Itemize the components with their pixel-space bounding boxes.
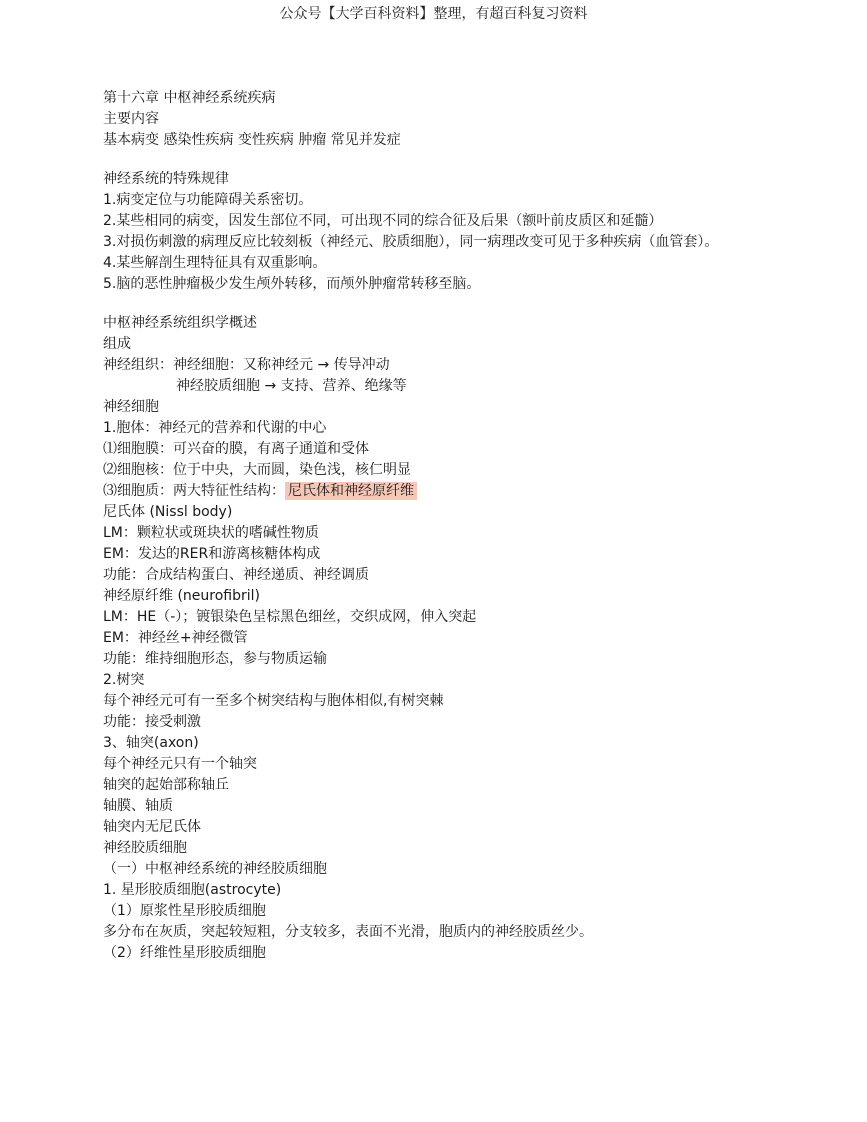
rule-item: 4.某些解剖生理特征具有双重影响。 [103, 255, 327, 271]
spacer [103, 151, 743, 169]
neuron-item: ⑴细胞膜：可兴奋的膜，有离子通道和受体 [103, 441, 369, 457]
tissue-line: 神经组织：神经细胞：又称神经元 → 传导冲动 [103, 357, 390, 373]
cytoplasm-prefix: ⑶细胞质：两大特征性结构： [103, 483, 285, 499]
neuron-item: 1.胞体：神经元的营养和代谢的中心 [103, 420, 327, 436]
rule-item: 2.某些相同的病变，因发生部位不同，可出现不同的综合征及后果（额叶前皮质区和延髓） [103, 213, 663, 229]
document-body [103, 88, 743, 964]
axon-item: 轴突的起始部称轴丘 [103, 777, 229, 793]
nissl-item: LM：颗粒状或斑块状的嗜碱性物质 [103, 525, 319, 541]
nissl-item: 功能：合成结构蛋白、神经递质、神经调质 [103, 567, 369, 583]
neuron-item: ⑵细胞核：位于中央，大而圆，染色浅，核仁明显 [103, 462, 411, 478]
main-content-items: 基本病变 感染性疾病 变性疾病 肿瘤 常见并发症 [103, 132, 401, 148]
neuron-label: 神经细胞 [103, 399, 159, 415]
astrocyte-item: （2）纤维性星形胶质细胞 [103, 945, 266, 961]
astrocyte-item: （1）原浆性星形胶质细胞 [103, 903, 266, 919]
dendrite-item: 每个神经元可有一至多个树突结构与胞体相似,有树突棘 [103, 693, 444, 709]
neurofibril-title: 神经原纤维 (neurofibril) [103, 588, 260, 604]
dendrite-title: 2.树突 [103, 672, 145, 688]
glia-title: 神经胶质细胞 [103, 840, 187, 856]
highlighted-text: 尼氏体和神经原纤维 [285, 482, 417, 500]
histology-title: 中枢神经系统组织学概述 [103, 315, 257, 331]
axon-item: 每个神经元只有一个轴突 [103, 756, 257, 772]
spacer [103, 295, 743, 313]
special-rules-title: 神经系统的特殊规律 [103, 171, 229, 187]
neurofibril-item: EM：神经丝+神经微管 [103, 630, 248, 646]
tissue-line: 神经胶质细胞 → 支持、营养、绝缘等 [176, 378, 407, 394]
chapter-title: 第十六章 中枢神经系统疾病 [103, 90, 276, 106]
dendrite-item: 功能：接受刺激 [103, 714, 201, 730]
composition-label: 组成 [103, 336, 131, 352]
page-header: 公众号【大学百科资料】整理，有超百科复习资料 [279, 6, 588, 22]
rule-item: 3.对损伤刺激的病理反应比较刻板（神经元、胶质细胞），同一病理改变可见于多种疾病（血管套）。 [103, 234, 719, 250]
rule-item: 1.病变定位与功能障碍关系密切。 [103, 192, 313, 208]
astrocyte-title: 1. 星形胶质细胞(astrocyte) [103, 882, 282, 898]
neurofibril-item: 功能：维持细胞形态，参与物质运输 [103, 651, 327, 667]
neurofibril-item: LM：HE（-）；镀银染色呈棕黑色细丝，交织成网，伸入突起 [103, 609, 477, 625]
rule-item: 5.脑的恶性肿瘤极少发生颅外转移，而颅外肿瘤常转移至脑。 [103, 276, 481, 292]
axon-item: 轴突内无尼氏体 [103, 819, 201, 835]
astrocyte-item: 多分布在灰质，突起较短粗，分支较多，表面不光滑，胞质内的神经胶质丝少。 [103, 924, 593, 940]
main-content-label: 主要内容 [103, 111, 159, 127]
axon-title: 3、轴突(axon) [103, 735, 199, 751]
nissl-title: 尼氏体 (Nissl body) [103, 504, 233, 520]
glia-item: （一）中枢神经系统的神经胶质细胞 [103, 861, 327, 877]
neuron-item [103, 481, 743, 502]
nissl-item: EM：发达的RER和游离核糖体构成 [103, 546, 321, 562]
axon-item: 轴膜、轴质 [103, 798, 173, 814]
